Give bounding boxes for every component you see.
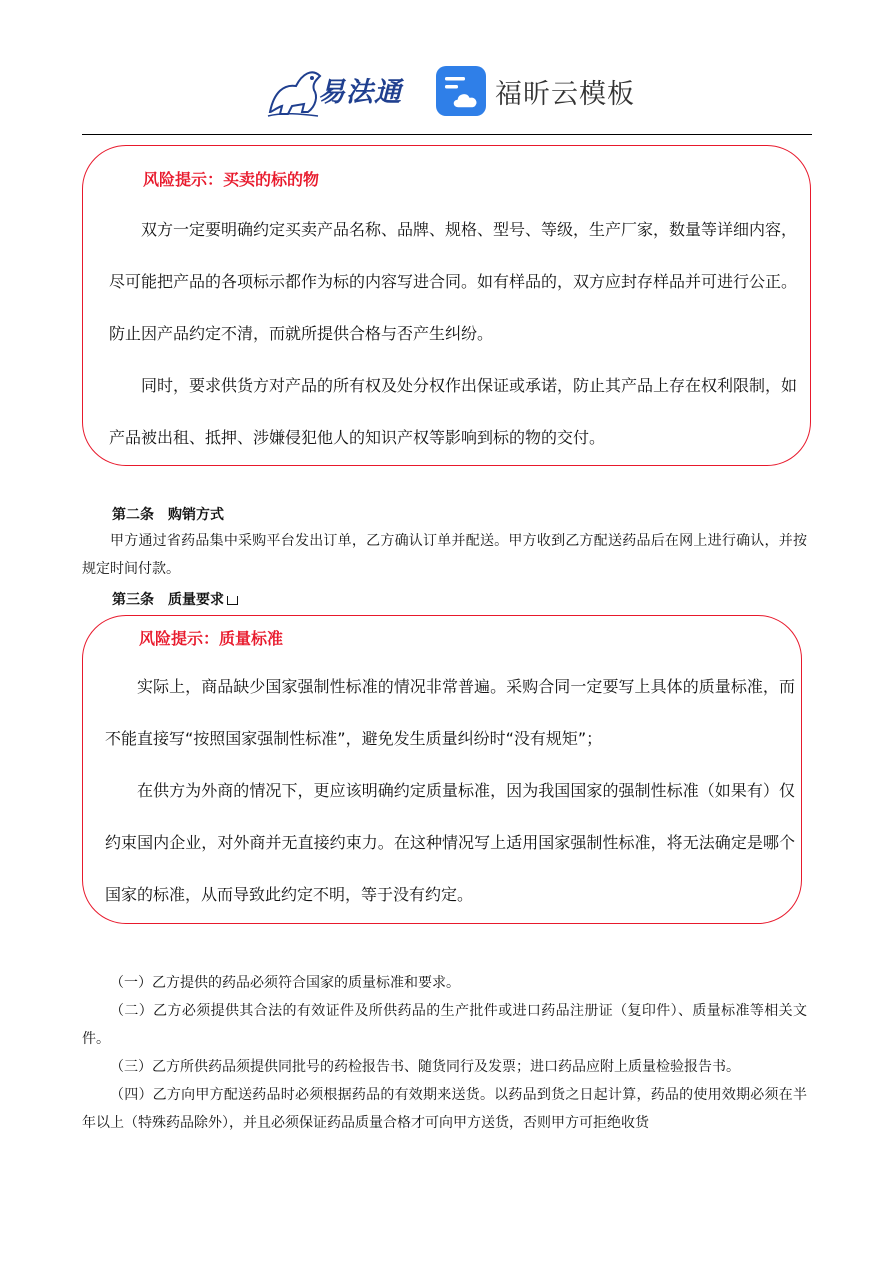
- risk-notice-paragraph: 实际上，商品缺少国家强制性标准的情况非常普遍。采购合同一定要写上具体的质量标准，而不能直接写“按照国家强制性标准”，避免发生质量纠纷时“没有规矩”；: [105, 677, 795, 748]
- foxit-cloud-template-icon: [436, 66, 486, 116]
- logo-yifatong-text: 易法通: [318, 77, 402, 108]
- article-body: 甲方通过省药品集中采购平台发出订单，乙方确认订单并配送。甲方收到乙方配送药品后在网上进行确认，并按规定时间付款。: [82, 533, 807, 577]
- risk-notice-paragraph: 在供方为外商的情况下，更应该明确约定质量标准，因为我国国家的强制性标准（如果有）仅约束国内企业，对外商并无直接约束力。在这种情况写上适用国家强制性标准，将无法确定是哪个国家的标准，从而导致此约定不明，等于没有约定。: [105, 781, 795, 904]
- header-divider: [82, 134, 812, 135]
- risk-notice-title: 风险提示：质量标准: [139, 629, 284, 648]
- article-heading: 第二条 购销方式: [112, 507, 224, 523]
- risk-notice-title: 风险提示：买卖的标的物: [143, 170, 320, 189]
- article-heading: [112, 589, 238, 609]
- risk-notice-paragraph: 双方一定要明确约定买卖产品名称、品牌、规格、型号、等级，生产厂家，数量等详细内容，尽可能把产品的各项标示都作为标的内容写进合同。如有样品的，双方应封存样品并可进行公正。防止因产品约定不清，而就所提供合格与否产生纠纷。: [109, 220, 798, 343]
- risk-notice-paragraph: 同时，要求供货方对产品的所有权及处分权作出保证或承诺，防止其产品上存在权利限制，如产品被出租、抵押、涉嫌侵犯他人的知识产权等影响到标的物的交付。: [109, 376, 798, 447]
- article-heading-text: 第三条 质量要求: [112, 592, 224, 608]
- quality-clause: （二）乙方必须提供其合法的有效证件及所供药品的生产批件或进口药品注册证（复印件）、质量标准等相关文件。: [82, 1003, 807, 1047]
- risk-notice-quality-standard: [82, 615, 802, 924]
- quality-clause: （四）乙方向甲方配送药品时必须根据药品的有效期来送货。以药品到货之日起计算，药品的使用效期必须在半年以上（特殊药品除外），并且必须保证药品质量合格才可向甲方送货，否则甲方可拒绝收货: [82, 1087, 807, 1131]
- logo-foxit-template-text: 福昕云模板: [495, 79, 635, 110]
- footnote-marker-icon: [227, 596, 238, 605]
- quality-clause: （三）乙方所供药品须提供同批号的药检报告书、随货同行及发票；进口药品应附上质量检验报告书。: [110, 1059, 740, 1075]
- risk-notice-subject-matter: [82, 145, 811, 466]
- quality-clause: （一）乙方提供的药品必须符合国家的质量标准和要求。: [110, 975, 460, 991]
- page-header: [0, 0, 893, 136]
